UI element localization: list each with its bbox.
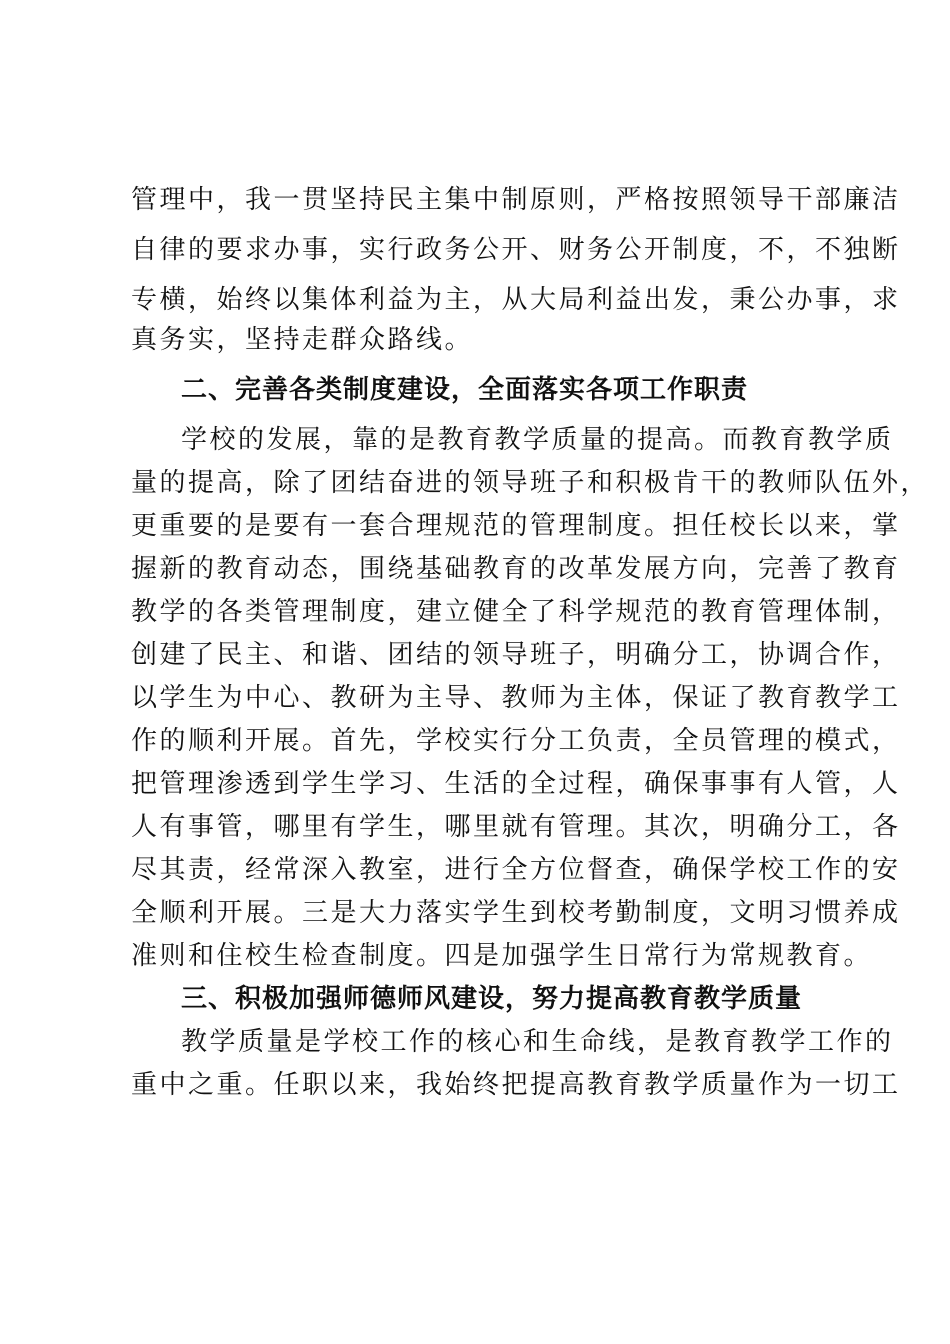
body-text-line: 把管理渗透到学生学习、生活的全过程，确保事事有人管，人 [131,769,901,799]
body-text-line: 专横，始终以集体利益为主，从大局利益出发，秉公办事，求 [131,285,901,315]
body-text-line: 人有事管，哪里有学生，哪里就有管理。其次，明确分工，各 [131,812,901,842]
body-text-line: 准则和住校生检查制度。四是加强学生日常行为常规教育。 [131,941,873,971]
paragraph-first-line: 学校的发展，靠的是教育教学质量的提高。而教育教学质 [181,425,894,455]
body-text-line: 更重要的是要有一套合理规范的管理制度。担任校长以来，掌 [131,511,901,541]
body-text-line: 量的提高，除了团结奋进的领导班子和积极肯干的教师队伍外， [131,468,930,498]
body-text-line: 尽其责，经常深入教室，进行全方位督查，确保学校工作的安 [131,855,901,885]
paragraph-first-line: 教学质量是学校工作的核心和生命线，是教育教学工作的 [181,1027,894,1057]
body-text-line: 管理中，我一贯坚持民主集中制原则，严格按照领导干部廉洁 [131,185,901,215]
body-text-line: 全顺利开展。三是大力落实学生到校考勤制度，文明习惯养成 [131,898,901,928]
body-text-line: 重中之重。任职以来，我始终把提高教育教学质量作为一切工 [131,1070,901,1100]
body-text-line: 教学的各类管理制度，建立健全了科学规范的教育管理体制， [131,597,901,627]
body-text-line: 以学生为中心、教研为主导、教师为主体，保证了教育教学工 [131,683,901,713]
body-text-line: 真务实，坚持走群众路线。 [131,325,474,355]
body-text-line: 作的顺利开展。首先，学校实行分工负责，全员管理的模式， [131,726,901,756]
section-heading-2: 二、完善各类制度建设，全面落实各项工作职责 [181,375,749,405]
section-heading-3: 三、积极加强师德师风建设，努力提高教育教学质量 [181,984,803,1014]
body-text-line: 握新的教育动态，围绕基础教育的改革发展方向，完善了教育 [131,554,901,584]
body-text-line: 创建了民主、和谐、团结的领导班子，明确分工，协调合作， [131,640,901,670]
body-text-line: 自律的要求办事，实行政务公开、财务公开制度，不，不独断 [131,235,901,265]
